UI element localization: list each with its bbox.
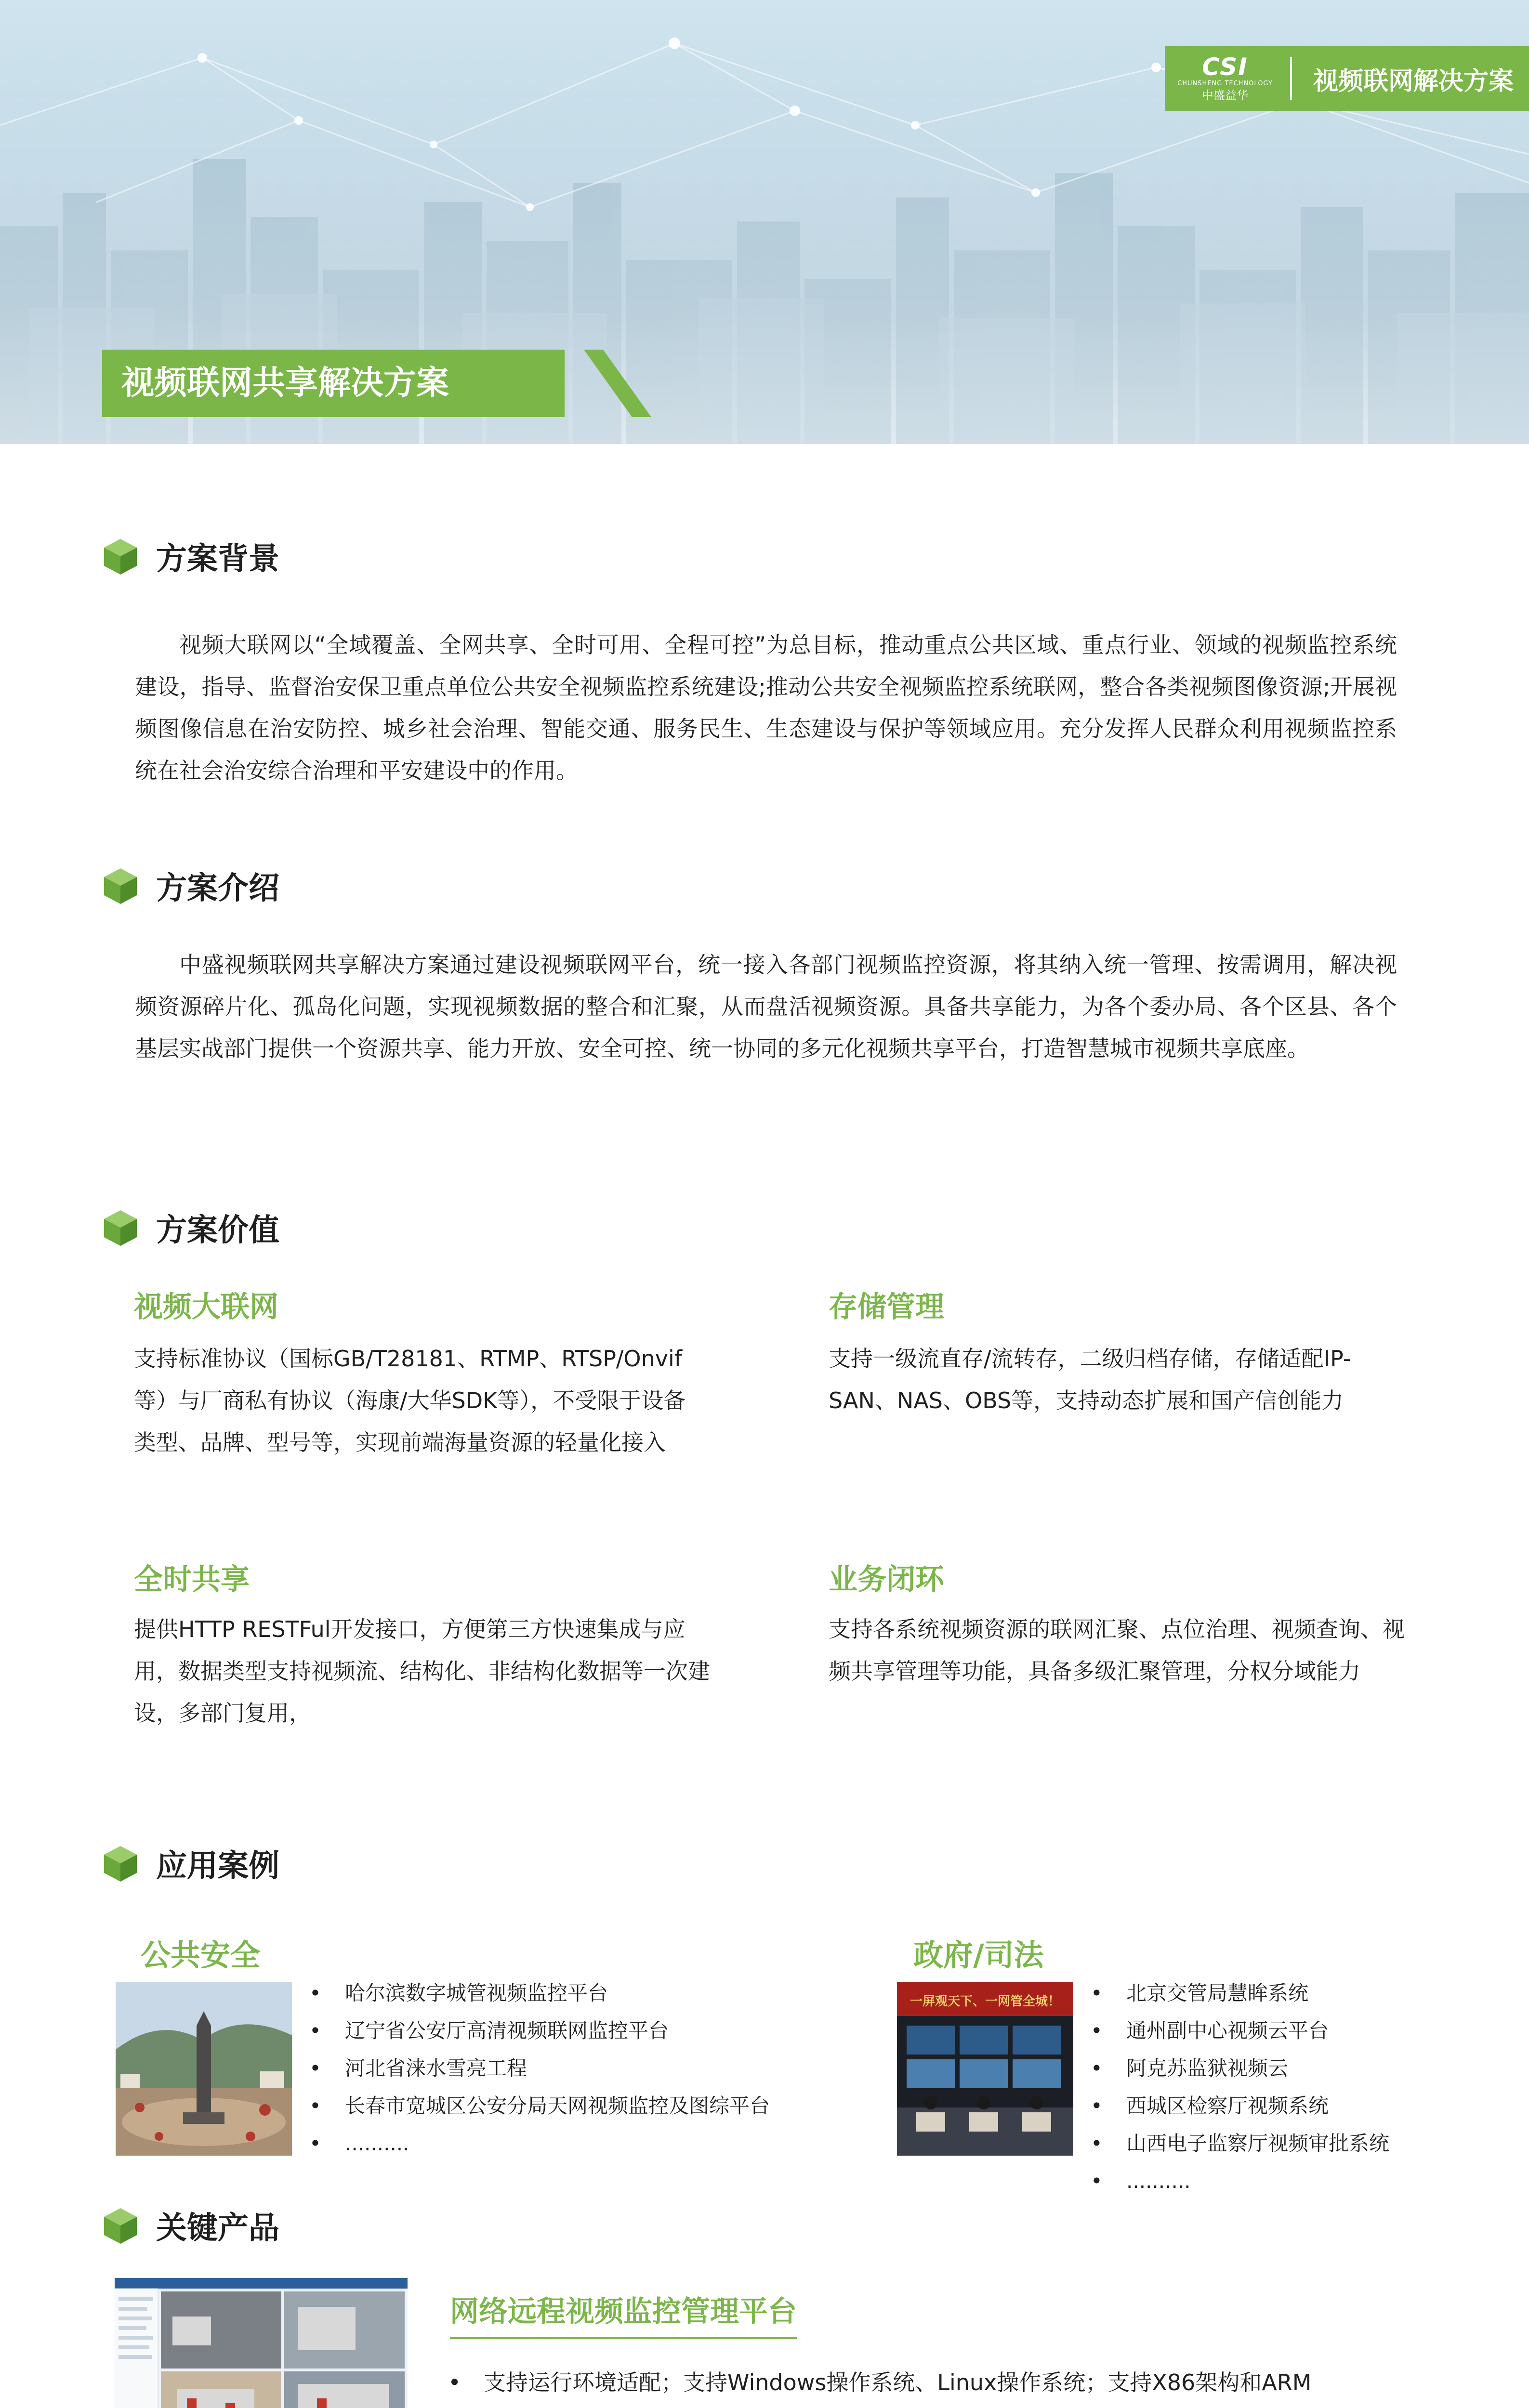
page-title-bar <box>102 350 651 417</box>
green-cube-icon <box>102 2206 139 2245</box>
section-header-cases <box>102 1842 279 1885</box>
section-title: 方案背景 <box>156 541 279 577</box>
section-title: 应用案例 <box>156 1848 279 1884</box>
section-title: 关键产品 <box>156 2211 279 2246</box>
control-room-photo <box>897 1982 1073 2156</box>
list-item: • 通州副中心视频云平台 <box>1091 2012 1389 2050</box>
vms-screenshot <box>115 2278 408 2408</box>
section-title: 方案价值 <box>156 1213 279 1248</box>
brand-badge <box>1165 46 1529 111</box>
green-cube-icon <box>102 1208 139 1247</box>
value-text-sharing: 提供HTTP RESTFul开发接口，方便第三方快速集成与应用，数据类型支持视频流、结构化、非结构化数据等一次建设，多部门复用， <box>134 1616 710 1726</box>
header-banner <box>0 0 1529 444</box>
product-title-vms: 网络远程视频监控管理平台 <box>450 2289 797 2339</box>
public-security-photo <box>116 1982 292 2156</box>
case-heading-government: 政府/司法 <box>913 1937 1044 1973</box>
vms-ui-illustration <box>115 2278 408 2408</box>
page-title: 视频联网共享解决方案 <box>121 364 449 402</box>
value-heading-sharing: 全时共享 <box>134 1563 250 1597</box>
case-heading-public-security: 公共安全 <box>141 1937 261 1973</box>
list-item: • 长春市宽城区公安分局天网视频监控及图综平台 <box>309 2087 770 2125</box>
list-item: • .......... <box>1091 2162 1389 2200</box>
logo-sub-en: CHUNSHENG TECHNOLOGY <box>1177 80 1273 87</box>
list-item: • 哈尔滨数字城管视频监控平台 <box>309 1975 770 2012</box>
section-header-intro <box>102 864 279 907</box>
green-cube-icon <box>102 866 139 905</box>
green-cube-icon <box>102 537 139 576</box>
list-item: • .......... <box>309 2125 770 2162</box>
green-cube-icon <box>102 1844 139 1883</box>
list-item: • 河北省涞水雪亮工程 <box>309 2050 770 2087</box>
background-paragraph: 视频大联网以“全域覆盖、全网共享、全时可用、全程可控”为总目标，推动重点公共区域、重点行业、领域的视频监控系统建设，指导、监督治安保卫重点单位公共安全视频监控系统建设;推动公共安全视频监控系统联网，整合各类视频图像资源;开展视频图像信息在治安防控、城乡社会治理、智能交通、服务民生、生态建设与保护等领域应用。充分发挥人民群众利用视频监控系统在社会治安综合治理和平安建设中的作用。 <box>135 632 1397 784</box>
section-title: 方案介绍 <box>156 871 279 906</box>
list-item: • 山西电子监察厅视频审批系统 <box>1091 2125 1389 2162</box>
government-case-list <box>1091 1975 1389 2200</box>
monument-illustration <box>116 1982 292 2156</box>
value-text-storage: 支持一级流直存/流转存，二级归档存储，存储适配IP-SAN、NAS、OBS等，支持动态扩展和国产信创能力 <box>829 1346 1351 1413</box>
brand-divider <box>1290 57 1292 100</box>
list-item: • 北京交管局慧眸系统 <box>1091 1975 1389 2012</box>
value-heading-storage: 存储管理 <box>829 1290 944 1324</box>
list-item: • 阿克苏监狱视频云 <box>1091 2050 1389 2087</box>
public-security-case-list <box>309 1975 770 2162</box>
brand-title: 视频联网解决方案 <box>1313 66 1514 96</box>
section-header-background <box>102 535 279 578</box>
control-room-illustration <box>897 1982 1073 2156</box>
value-heading-video-network: 视频大联网 <box>134 1290 278 1324</box>
control-room-banner: 一屏观天下、一网管全城！ <box>909 1994 1061 2009</box>
list-item: • 支持运行环境适配；支持Windows操作系统、Linux操作系统；支持X86架构和ARM <box>448 2362 1325 2408</box>
section-header-products <box>102 2204 279 2247</box>
value-heading-closed-loop: 业务闭环 <box>829 1563 944 1597</box>
value-text-closed-loop: 支持各系统视频资源的联网汇聚、点位治理、视频查询、视频共享管理等功能，具备多级汇聚管理，分权分域能力 <box>829 1616 1405 1684</box>
list-item: • 辽宁省公安厅高清视频联网监控平台 <box>309 2012 770 2050</box>
company-logo <box>1165 46 1285 111</box>
value-text-video-network: 支持标准协议（国标GB/T28181、RTMP、RTSP/Onvif等）与厂商私有协议（海康/大华SDK等），不受限于设备类型、品牌、型号等，实现前端海量资源的轻量化接入 <box>134 1346 686 1455</box>
intro-paragraph: 中盛视频联网共享解决方案通过建设视频联网平台，统一接入各部门视频监控资源，将其纳入统一管理、按需调用，解决视频资源碎片化、孤岛化问题，实现视频数据的整合和汇聚，从而盘活视频资源。具备共享能力，为各个委办局、各个区县、各个基层实战部门提供一个资源共享、能力开放、安全可控、统一协同的多元化视频共享平台，打造智慧城市视频共享底座。 <box>135 952 1397 1061</box>
logo-mark: CSI <box>1202 53 1248 81</box>
logo-sub-cn: 中盛益华 <box>1202 89 1248 102</box>
section-header-value <box>102 1206 279 1249</box>
product-vms-features <box>448 2362 1325 2408</box>
list-item: • 西城区检察厅视频系统 <box>1091 2087 1389 2125</box>
